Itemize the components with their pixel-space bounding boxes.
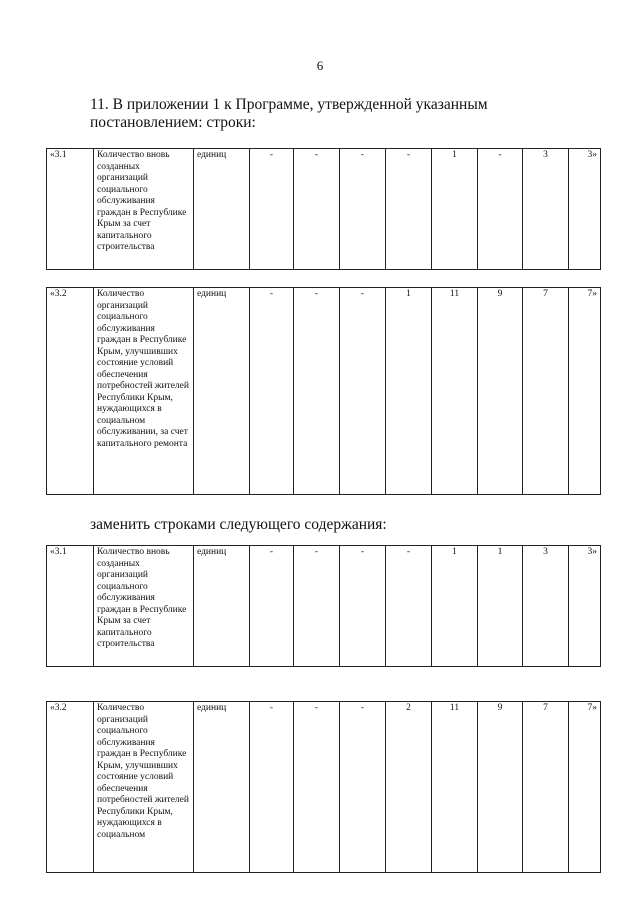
row-number: «3.1 <box>47 149 94 270</box>
value-cell: 7 <box>523 702 569 873</box>
value-cell: - <box>250 546 294 667</box>
unit: единиц <box>194 288 250 495</box>
intro-paragraph: 11. В приложении 1 к Программе, утвержденной указанным постановлением: строки: <box>90 96 488 131</box>
unit: единиц <box>194 702 250 873</box>
value-cell: - <box>340 149 386 270</box>
value-cell: 11 <box>432 288 478 495</box>
value-cell: 7 <box>523 288 569 495</box>
row-number: «3.2 <box>47 702 94 873</box>
value-cell: 7» <box>569 288 601 495</box>
value-cell: 3 <box>523 546 569 667</box>
indicator-name: Количество организаций социального обслуживания граждан в Республике Крым, улучшивших состояние условий обеспечения потребностей жителей Республики Крым, нуждающихся в социальном <box>94 702 194 873</box>
page-number: 6 <box>316 58 324 73</box>
value-cell: - <box>386 546 432 667</box>
unit: единиц <box>194 546 250 667</box>
value-cell: - <box>250 288 294 495</box>
value-cell: - <box>250 702 294 873</box>
indicator-name: Количество вновь созданных организаций социального обслуживания граждан в Республике Крым за счет капитального строительства <box>94 546 194 667</box>
value-cell: 1 <box>386 288 432 495</box>
replace-paragraph: заменить строками следующего содержания: <box>90 516 387 533</box>
value-cell: 1 <box>432 149 478 270</box>
value-cell: 3» <box>569 546 601 667</box>
value-cell: - <box>250 149 294 270</box>
old-row-table-3-1 <box>46 148 601 270</box>
value-cell: 9 <box>478 288 523 495</box>
value-cell: - <box>340 546 386 667</box>
value-cell: - <box>386 149 432 270</box>
value-cell: 1 <box>432 546 478 667</box>
value-cell: - <box>340 288 386 495</box>
value-cell: 9 <box>478 702 523 873</box>
value-cell: - <box>478 149 523 270</box>
indicator-name: Количество организаций социального обслуживания граждан в Республике Крым, улучшивших состояние условий обеспечения потребностей жителей Республики Крым, нуждающихся в социальном обслуживании, за счет капитального ремонта <box>94 288 194 495</box>
value-cell: 2 <box>386 702 432 873</box>
value-cell: 11 <box>432 702 478 873</box>
unit: единиц <box>194 149 250 270</box>
row-number: «3.1 <box>47 546 94 667</box>
value-cell: - <box>294 702 340 873</box>
old-row-table-3-2 <box>46 287 601 495</box>
value-cell: - <box>294 149 340 270</box>
value-cell: - <box>340 702 386 873</box>
row-number: «3.2 <box>47 288 94 495</box>
new-row-table-3-1 <box>46 545 601 667</box>
new-row-table-3-2 <box>46 701 601 873</box>
value-cell: 1 <box>478 546 523 667</box>
value-cell: 3» <box>569 149 601 270</box>
value-cell: 3 <box>523 149 569 270</box>
value-cell: - <box>294 546 340 667</box>
value-cell: - <box>294 288 340 495</box>
value-cell: 7» <box>569 702 601 873</box>
indicator-name: Количество вновь созданных организаций социального обслуживания граждан в Республике Крым за счет капитального строительства <box>94 149 194 270</box>
